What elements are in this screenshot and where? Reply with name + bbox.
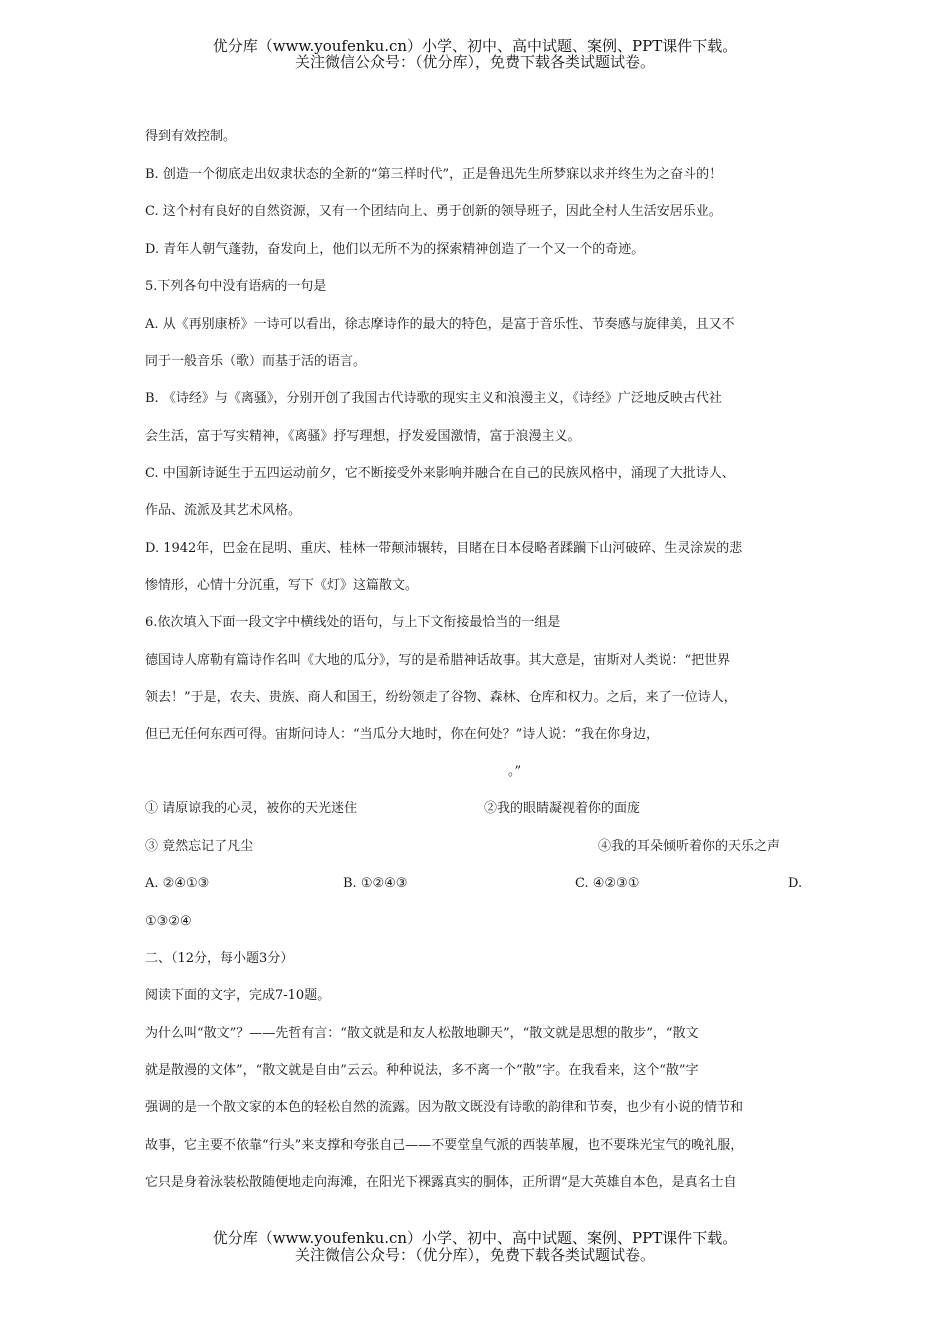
footer-line-2: 关注微信公众号：（优分库），免费下载各类试题试卷。 <box>294 1246 655 1264</box>
item-1: ① 请原谅我的心灵，被你的天光迷住 <box>145 801 358 816</box>
option-d-q4: D. 青年人朝气蓬勃，奋发向上，他们以无所不为的探索精神创造了一个又一个的奇迹。 <box>145 242 645 257</box>
text-line: 惨情形，心情十分沉重，写下《灯》这篇散文。 <box>145 578 419 593</box>
choice-d-content: ①③②④ <box>145 914 192 929</box>
section-2-title: 二、（12分，每小题3分） <box>145 951 294 966</box>
item-3: ③ 竟然忘记了凡尘 <box>145 839 254 854</box>
essay-line: 强调的是一个散文家的本色的轻松自然的流露。因为散文既没有诗歌的韵律和节奏，也少有小说的情节和 <box>145 1100 744 1115</box>
essay-line: 它只是身着泳装松散随便地走向海滩，在阳光下裸露真实的胴体，正所谓“是大英雄自本色，是真名士自 <box>145 1175 737 1190</box>
header-line-1: 优分库（www.youfenku.cn）小学、初中、高中试题、案例、PPT课件下载。 <box>212 37 738 55</box>
option-b-q5: B. 《诗经》与《离骚》，分别开创了我国古代诗歌的现实主义和浪漫主义，《诗经》广泛地反映古代社 <box>145 391 722 406</box>
option-a-q5: A. 从《再别康桥》一诗可以看出，徐志摩诗作的最大的特色，是富于音乐性、节奏感与旋律美，且又不 <box>145 317 735 332</box>
option-b-q4: B. 创造一个彻底走出奴隶状态的全新的“第三样时代”，正是鲁迅先生所梦寐以求并终生为之奋斗的！ <box>145 167 723 182</box>
text-line: 会生活，富于写实精神，《离骚》抒写理想，抒发爱国激情，富于浪漫主义。 <box>145 429 581 444</box>
choice-a: A. ②④①③ <box>145 876 210 891</box>
text-line: 同于一般音乐（歌）而基于活的语言。 <box>145 354 367 369</box>
question-5-title: 5.下列各句中没有语病的一句是 <box>145 279 327 294</box>
choice-b: B. ①②④③ <box>343 876 408 891</box>
passage-line: 领去！”于是，农夫、贵族、商人和国王，纷纷领走了谷物、森林、仓库和权力。之后，来了一位诗人， <box>145 690 737 705</box>
item-4: ④我的耳朵倾听着你的天乐之声 <box>598 839 781 854</box>
passage-line: 但已无任何东西可得。宙斯问诗人：“当瓜分大地时，你在何处？”诗人说：“我在你身边， <box>145 727 659 742</box>
passage-line: 德国诗人席勒有篇诗作名叫《大地的瓜分》，写的是希腊神话故事。其大意是，宙斯对人类说：“把世界 <box>145 653 731 668</box>
option-c-q4: C. 这个村有良好的自然资源，又有一个团结向上、勇于创新的领导班子，因此全村人生活安居乐业。 <box>145 204 722 219</box>
section-2-instruction: 阅读下面的文字，完成7-10题。 <box>145 988 331 1003</box>
question-6-title: 6.依次填入下面一段文字中横线处的语句，与上下文衔接最恰当的一组是 <box>145 615 561 630</box>
text-line: 作品、流派及其艺术风格。 <box>145 503 302 518</box>
essay-line: 为什么叫“散文”？——先哲有言：“散文就是和友人松散地聊天”，“散文就是思想的散步”，“散文 <box>145 1026 699 1041</box>
blank-ending: 。” <box>508 764 522 779</box>
option-d-q5: D. 1942年，巴金在昆明、重庆、桂林一带颠沛辗转，目睹在日本侵略者蹂躏下山河破碎、生灵涂炭的悲 <box>145 541 743 556</box>
essay-line: 就是散漫的文体”，“散文就是自由”云云。种种说法，多不离一个“散”字。在我看来，这个“散”字 <box>145 1063 699 1078</box>
item-2: ②我的眼睛凝视着你的面庞 <box>484 801 641 816</box>
essay-line: 故事，它主要不依靠“行头”来支撑和夸张自己——不要堂皇气派的西装革履，也不要珠光宝气的晚礼服， <box>145 1138 744 1153</box>
text-line: 得到有效控制。 <box>145 129 237 144</box>
choice-d: D. <box>788 876 803 891</box>
option-c-q5: C. 中国新诗诞生于五四运动前夕，它不断接受外来影响并融合在自己的民族风格中，涌现了大批诗人、 <box>145 466 735 481</box>
choice-c: C. ④②③① <box>575 876 640 891</box>
header-line-2: 关注微信公众号：（优分库），免费下载各类试题试卷。 <box>294 53 655 71</box>
footer-line-1: 优分库（www.youfenku.cn）小学、初中、高中试题、案例、PPT课件下载。 <box>212 1229 738 1247</box>
